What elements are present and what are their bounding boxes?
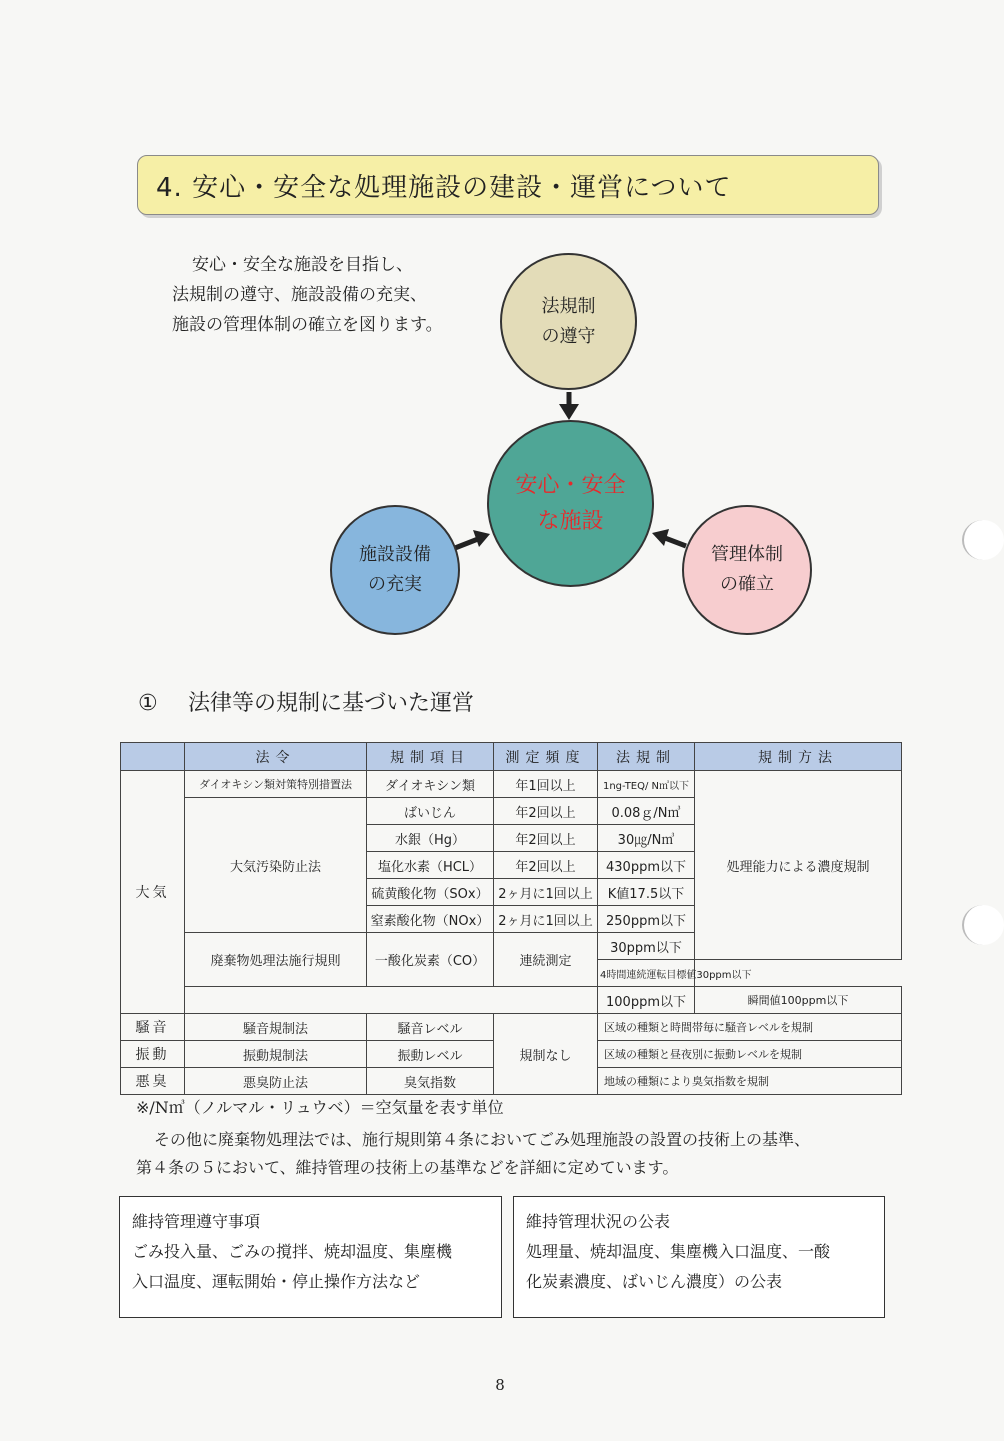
law-cell: 振動規制法 bbox=[185, 1041, 367, 1068]
limit-cell: 0.08ｇ/N㎥ bbox=[598, 798, 695, 825]
circle-label: 安心・安全 bbox=[515, 472, 626, 498]
law-cell: ダイオキシン類対策特別措置法 bbox=[185, 771, 367, 798]
limit-cell: 100ppm以下 bbox=[598, 987, 695, 1014]
page-title: 4. 安心・安全な処理施設の建設・運営について bbox=[137, 155, 879, 215]
freq-cell: 2ヶ月に1回以上 bbox=[494, 906, 598, 933]
law-cell: 大気汚染防止法 bbox=[185, 798, 367, 933]
circle-label: の確立 bbox=[720, 574, 774, 595]
limit-cell: 30ppm以下 bbox=[598, 933, 695, 960]
header-cell: 測定頻度 bbox=[494, 743, 598, 771]
freq-cell: 2ヶ月に1回以上 bbox=[494, 879, 598, 906]
section-title: 法律等の規制に基づいた運営 bbox=[188, 691, 475, 716]
table-row bbox=[121, 771, 902, 798]
circle-label: 施設設備 bbox=[359, 544, 431, 565]
method-cell: 処理能力による濃度規制 bbox=[695, 771, 902, 960]
intro-line: 安心・安全な施設を目指し、 bbox=[192, 255, 413, 275]
circle-management-system bbox=[682, 505, 812, 635]
punch-hole bbox=[962, 905, 1004, 945]
maintenance-compliance-box bbox=[119, 1196, 502, 1318]
box-heading: 維持管理遵守事項 bbox=[132, 1212, 261, 1231]
box-line: 入口温度、運転開始・停止操作方法など bbox=[132, 1272, 421, 1291]
circle-facility-equipment bbox=[330, 505, 460, 635]
law-cell: 悪臭防止法 bbox=[185, 1068, 367, 1095]
method-cell: 4時間連続運転目標値30ppm以下 bbox=[598, 960, 695, 987]
item-cell: 水銀（Hg） bbox=[367, 825, 494, 852]
arrow-right-head bbox=[652, 529, 669, 546]
header-cell: 法規制 bbox=[598, 743, 695, 771]
paragraph-line: 第４条の５において、維持管理の技術上の基準などを詳細に定めています。 bbox=[136, 1158, 679, 1177]
freq-cell: 年1回以上 bbox=[494, 771, 598, 798]
method-cell: 区域の種類と昼夜別に振動レベルを規制 bbox=[598, 1041, 902, 1068]
header-cell: 規制方法 bbox=[695, 743, 902, 771]
circle-safe-facility bbox=[487, 420, 654, 587]
box-heading: 維持管理状況の公表 bbox=[526, 1212, 671, 1231]
circle-label: 管理体制 bbox=[711, 544, 783, 565]
method-cell: 区域の種類と時間帯毎に騒音レベルを規制 bbox=[598, 1014, 902, 1041]
arrow-right bbox=[665, 538, 686, 546]
maintenance-publication-box bbox=[513, 1196, 885, 1318]
section-number: ① bbox=[138, 691, 158, 716]
arrow-down-head bbox=[559, 404, 579, 420]
category-cell: 振動 bbox=[121, 1041, 185, 1068]
item-cell: ばいじん bbox=[367, 798, 494, 825]
header-cell bbox=[121, 743, 185, 771]
paragraph-line: その他に廃棄物処理法では、施行規則第４条においてごみ処理施設の設置の技術上の基準、 bbox=[154, 1130, 811, 1149]
item-cell: 塩化水素（HCL） bbox=[367, 852, 494, 879]
box-line: 処理量、焼却温度、集塵機入口温度、一酸 bbox=[526, 1242, 831, 1261]
circle-law-compliance bbox=[500, 253, 637, 390]
freq-cell: 規制なし bbox=[494, 1014, 598, 1095]
limit-cell: 250ppm以下 bbox=[598, 906, 695, 933]
circle-label: の遵守 bbox=[541, 325, 596, 347]
circle-label: な施設 bbox=[537, 508, 604, 534]
category-cell: 悪臭 bbox=[121, 1068, 185, 1095]
table-row bbox=[121, 987, 902, 1014]
law-cell: 廃棄物処理法施行規則 bbox=[185, 933, 367, 987]
freq-cell: 年2回以上 bbox=[494, 852, 598, 879]
intro-line: 施設の管理体制の確立を図ります。 bbox=[172, 315, 443, 335]
limit-cell: K値17.5以下 bbox=[598, 879, 695, 906]
header-cell: 法令 bbox=[185, 743, 367, 771]
circle-label: の充実 bbox=[368, 574, 422, 595]
item-cell: 臭気指数 bbox=[367, 1068, 494, 1095]
category-cell: 大気 bbox=[121, 771, 185, 1014]
section-heading bbox=[138, 686, 474, 717]
freq-cell: 年2回以上 bbox=[494, 798, 598, 825]
arrow-left bbox=[455, 539, 478, 548]
header-cell: 規制項目 bbox=[367, 743, 494, 771]
item-cell: ダイオキシン類 bbox=[367, 771, 494, 798]
method-cell: 地域の種類により臭気指数を規制 bbox=[598, 1068, 902, 1095]
method-cell: 瞬間値100ppm以下 bbox=[695, 987, 902, 1014]
circle-label: 法規制 bbox=[541, 295, 596, 317]
unit-note: ※/N㎥（ノルマル・リュウベ）＝空気量を表す単位 bbox=[136, 1098, 504, 1117]
item-cell: 振動レベル bbox=[367, 1041, 494, 1068]
regulation-table bbox=[120, 742, 902, 1095]
item-cell: 硫黄酸化物（SOx） bbox=[367, 879, 494, 906]
diagram-arrows bbox=[0, 0, 1000, 700]
limit-cell: 430ppm以下 bbox=[598, 852, 695, 879]
item-cell: 騒音レベル bbox=[367, 1014, 494, 1041]
intro-line: 法規制の遵守、施設設備の充実、 bbox=[172, 285, 427, 305]
item-cell: 一酸化炭素（CO） bbox=[367, 933, 494, 987]
box-line: 化炭素濃度、ばいじん濃度）の公表 bbox=[526, 1272, 783, 1291]
page-number: 8 bbox=[495, 1376, 505, 1394]
body-paragraph bbox=[136, 1126, 896, 1182]
item-cell: 窒素酸化物（NOx） bbox=[367, 906, 494, 933]
law-cell: 騒音規制法 bbox=[185, 1014, 367, 1041]
freq-cell: 年2回以上 bbox=[494, 825, 598, 852]
category-cell: 騒音 bbox=[121, 1014, 185, 1041]
table-row bbox=[121, 1014, 902, 1041]
table-header-row bbox=[121, 743, 902, 771]
limit-cell: 30㎍/N㎥ bbox=[598, 825, 695, 852]
punch-hole bbox=[962, 520, 1004, 560]
box-line: ごみ投入量、ごみの撹拌、焼却温度、集塵機 bbox=[132, 1242, 453, 1261]
limit-cell: 1ng-TEQ/ N㎥以下 bbox=[598, 771, 695, 798]
freq-cell: 連続測定 bbox=[494, 933, 598, 987]
